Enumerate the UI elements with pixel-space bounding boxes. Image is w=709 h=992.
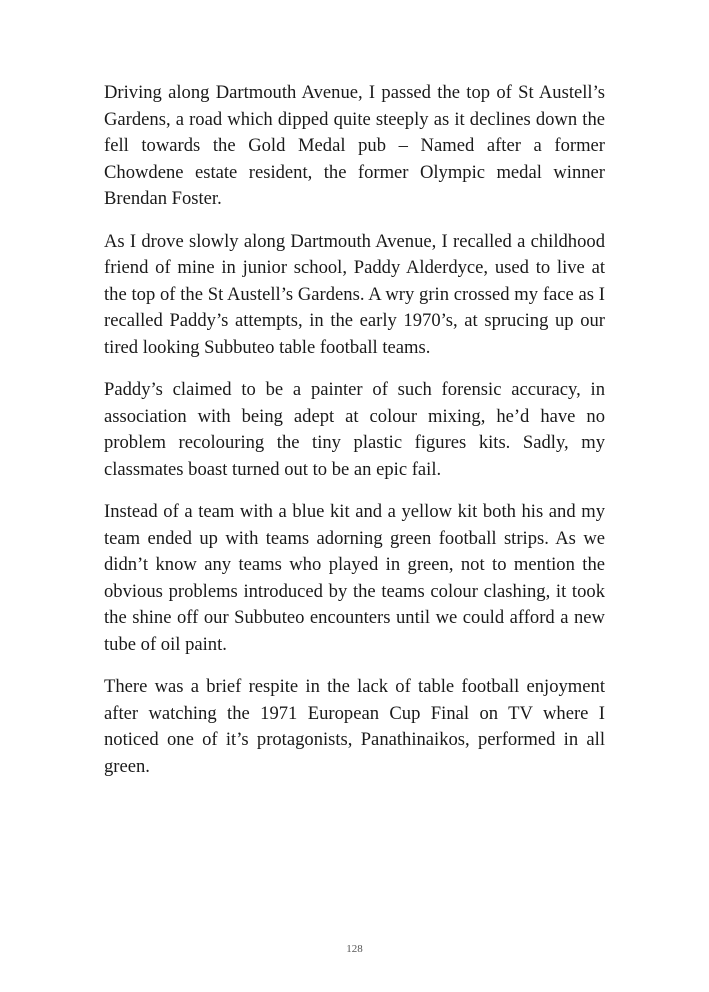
paragraph: Instead of a team with a blue kit and a yellow kit both his and my team ended up with teams adorning green football strips. As we didn’t know any teams who played in green, not to mention the obvious problems introduced by the teams colour clashing, it took the shine off our Subbuteo encounters until we could afford a new tube of oil paint.: [104, 501, 605, 655]
paragraph: As I drove slowly along Dartmouth Avenue, I recalled a childhood friend of mine in junior school, Paddy Alderdyce, used to live at the top of the St Austell’s Gardens. A wry grin crossed my face as I recalled Paddy’s attempts, in the early 1970’s, at sprucing up our tired looking Subbuteo table football teams.: [104, 230, 605, 358]
paragraph: There was a brief respite in the lack of table football enjoyment after watching the 1971 European Cup Final on TV where I noticed one of it’s protagonists, Panathinaikos, performed in all green.: [104, 676, 605, 777]
page-number: 128: [346, 943, 363, 955]
paragraph: Paddy’s claimed to be a painter of such forensic accuracy, in association with being adept at colour mixing, he’d have no problem recolouring the tiny plastic figures kits. Sadly, my classmates boast turned out to be an epic fail.: [104, 379, 605, 480]
body-text: [104, 80, 605, 796]
paragraph: Driving along Dartmouth Avenue, I passed the top of St Austell’s Gardens, a road which dipped quite steeply as it declines down the fell towards the Gold Medal pub – Named after a former Chowdene estate resident, the former Olympic medal winner Brendan Foster.: [104, 82, 605, 209]
